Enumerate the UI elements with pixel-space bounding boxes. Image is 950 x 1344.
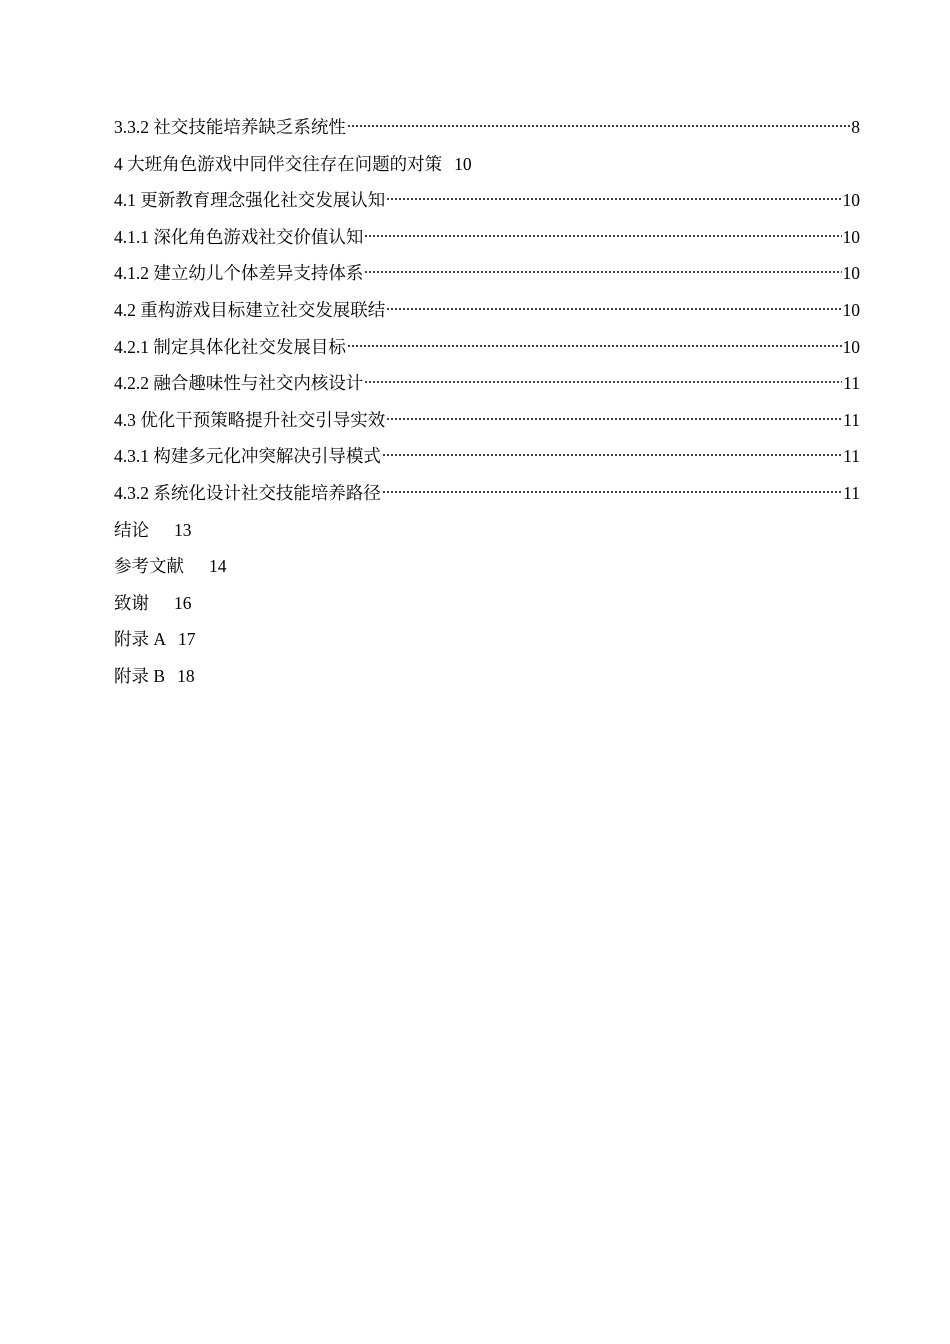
toc-entry-conclusion[interactable] bbox=[114, 517, 860, 554]
toc-entry-label: 4.1.2 建立幼儿个体差异支持体系 bbox=[114, 263, 364, 284]
toc-entry-label: 4.3.1 构建多元化冲突解决引导模式 bbox=[114, 446, 381, 467]
toc-dot-leader bbox=[364, 233, 841, 239]
toc-entry-label: 参考文献 bbox=[114, 556, 184, 577]
toc-entry-page-number: 10 bbox=[842, 299, 860, 320]
toc-entry-page-number: 11 bbox=[843, 482, 860, 503]
toc-entry-4-3-1[interactable] bbox=[114, 443, 860, 480]
toc-entry-4-2-1[interactable] bbox=[114, 334, 860, 371]
toc-entry-page-number: 11 bbox=[843, 373, 860, 394]
toc-entry-4-2-2[interactable] bbox=[114, 370, 860, 407]
toc-entry-label: 附录 B bbox=[114, 665, 166, 686]
toc-entry-4-1-2[interactable] bbox=[114, 260, 860, 297]
toc-entry-4-3[interactable] bbox=[114, 407, 860, 444]
toc-entry-appendix-b[interactable] bbox=[114, 663, 860, 700]
toc-entry-label: 4.2.1 制定具体化社交发展目标 bbox=[114, 336, 346, 357]
toc-dot-leader bbox=[347, 343, 842, 349]
toc-entry-3-3-2[interactable] bbox=[114, 114, 860, 151]
toc-entry-label: 3.3.2 社交技能培养缺乏系统性 bbox=[114, 117, 346, 137]
toc-entry-page-number: 13 bbox=[174, 519, 192, 540]
toc-entry-4-1-1[interactable] bbox=[114, 224, 860, 261]
toc-entry-page-number: 10 bbox=[454, 153, 472, 174]
toc-entry-label: 结论 bbox=[114, 519, 149, 540]
toc-entry-label: 4.3 优化干预策略提升社交引导实效 bbox=[114, 409, 386, 430]
toc-dot-leader bbox=[364, 269, 841, 275]
toc-dot-leader bbox=[386, 306, 841, 312]
toc-entry-page-number: 8 bbox=[851, 117, 860, 137]
toc-entry-acknowledgements[interactable] bbox=[114, 590, 860, 627]
toc-entry-page-number: 10 bbox=[842, 263, 860, 284]
toc-entry-4-2[interactable] bbox=[114, 297, 860, 334]
toc-entry-label: 4.2 重构游戏目标建立社交发展联结 bbox=[114, 299, 386, 320]
toc-entry-label: 4.1 更新教育理念强化社交发展认知 bbox=[114, 190, 386, 211]
toc-entry-4-3-2[interactable] bbox=[114, 480, 860, 517]
toc-entry-label: 致谢 bbox=[114, 592, 149, 613]
table-of-contents bbox=[114, 114, 860, 700]
toc-dot-leader bbox=[347, 123, 850, 129]
toc-entry-page-number: 14 bbox=[209, 556, 227, 577]
toc-entry-page-number: 10 bbox=[842, 190, 860, 211]
toc-entry-appendix-a[interactable] bbox=[114, 626, 860, 663]
toc-entry-references[interactable] bbox=[114, 553, 860, 590]
toc-entry-page-number: 16 bbox=[174, 592, 192, 613]
toc-entry-label: 4.3.2 系统化设计社交技能培养路径 bbox=[114, 482, 381, 503]
toc-entry-label: 4.2.2 融合趣味性与社交内核设计 bbox=[114, 373, 364, 394]
toc-entry-4-1[interactable] bbox=[114, 187, 860, 224]
toc-entry-label: 4.1.1 深化角色游戏社交价值认知 bbox=[114, 226, 364, 247]
toc-dot-leader bbox=[382, 489, 842, 495]
toc-dot-leader bbox=[386, 196, 841, 202]
toc-entry-page-number: 10 bbox=[842, 336, 860, 357]
toc-entry-page-number: 10 bbox=[842, 226, 860, 247]
toc-entry-page-number: 18 bbox=[177, 665, 195, 686]
toc-entry-label: 附录 A bbox=[114, 629, 167, 650]
toc-dot-leader bbox=[386, 416, 842, 422]
toc-entry-page-number: 17 bbox=[178, 629, 196, 650]
toc-dot-leader bbox=[382, 452, 842, 458]
toc-entry-label: 4 大班角色游戏中同伴交往存在问题的对策 bbox=[114, 153, 443, 174]
toc-entry-page-number: 11 bbox=[843, 446, 860, 467]
toc-dot-leader bbox=[364, 379, 842, 385]
toc-entry-page-number: 11 bbox=[843, 409, 860, 430]
toc-entry-chapter-4[interactable] bbox=[114, 151, 860, 188]
